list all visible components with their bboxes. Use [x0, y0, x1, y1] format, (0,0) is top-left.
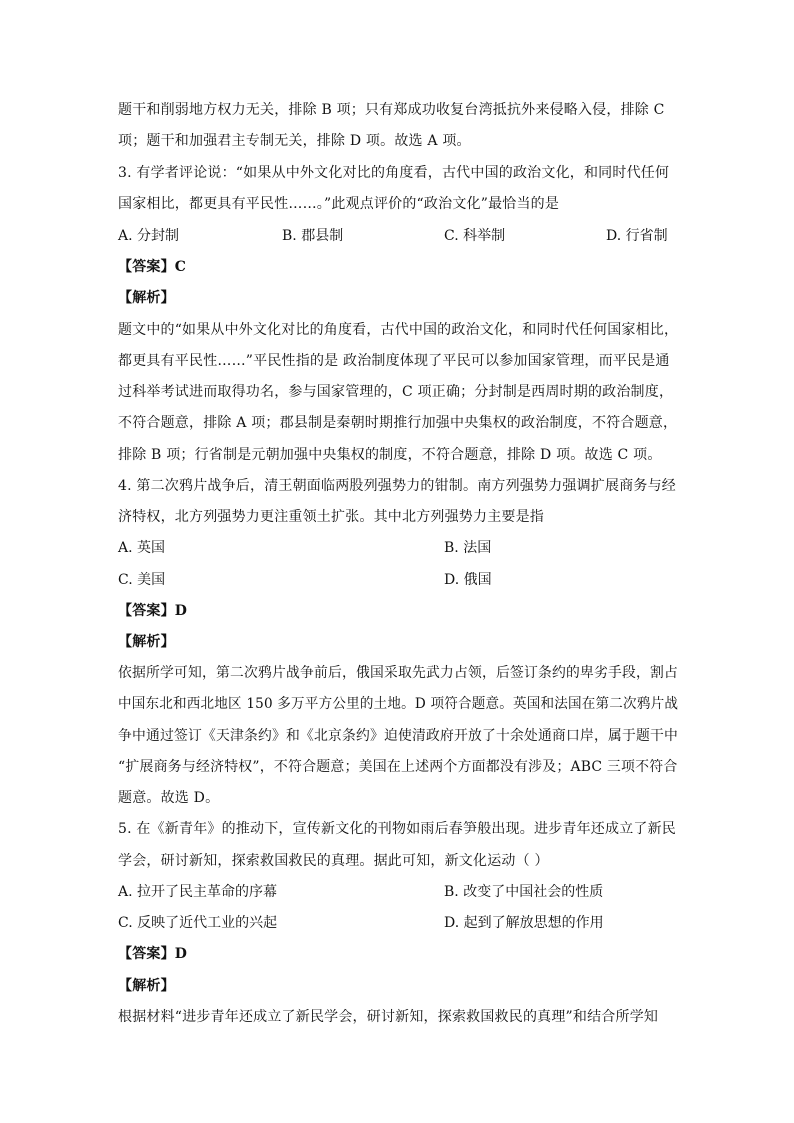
q3-answer: 【答案】C — [118, 259, 187, 275]
q5-analysis-line-1: 根据材料“进步青年还成立了新民学会，研讨新知，探索救国救民的真理”和结合所学知 — [118, 1009, 659, 1025]
q3-option-a: A. 分封制 — [118, 228, 180, 244]
q3-analysis-line-3: 过科举考试进而取得功名，参与国家管理的，C 项正确；分封制是西周时期的政治制度， — [118, 384, 674, 400]
q4-analysis-line-2: 中国东北和西北地区 150 多万平方公里的土地。D 项符合题意。英国和法国在第二次鸦片战 — [118, 696, 679, 712]
q5-answer: 【答案】D — [118, 946, 188, 962]
q4-answer: 【答案】D — [118, 603, 188, 619]
intro-line-2: 项；题干和加强君主专制无关，排除 D 项。故选 A 项。 — [118, 133, 471, 149]
q3-analysis-line-5: 排除 B 项；行省制是元朝加强中央集权的制度，不符合题意，排除 D 项。故选 C 项。 — [118, 447, 662, 463]
intro-line-1: 题干和削弱地方权力无关，排除 B 项；只有郑成功收复台湾抵抗外来侵略入侵，排除 C — [118, 102, 665, 118]
q4-option-b: B. 法国 — [444, 540, 492, 556]
q3-option-d: D. 行省制 — [606, 228, 668, 244]
q5-option-a: A. 拉开了民主革命的序幕 — [118, 884, 278, 900]
q3-stem-line-2: 国家相比，都更具有平民性……。”此观点评价的“政治文化”最恰当的是 — [118, 196, 560, 212]
q5-analysis-label: 【解析】 — [118, 978, 175, 994]
q3-analysis-line-1: 题文中的“如果从中外文化对比的角度看，古代中国的政治文化，和同时代任何国家相比， — [118, 322, 679, 338]
q4-analysis-line-1: 依据所学可知，第二次鸦片战争前后，俄国采取先武力占领，后签订条约的卑劣手段，割占 — [118, 665, 678, 681]
q4-analysis-line-5: 题意。故选 D。 — [118, 790, 220, 806]
q5-stem-line-2: 学会，研讨新知，探索救国救民的真理。据此可知，新文化运动（ ） — [118, 853, 549, 869]
q4-analysis-label: 【解析】 — [118, 634, 175, 650]
q3-analysis-line-2: 都更具有平民性……”平民性指的是 政治制度体现了平民可以参加国家管理，而平民是通 — [118, 353, 670, 369]
q4-stem-line-1: 4. 第二次鸦片战争后，清王朝面临两股列强势力的钳制。南方列强势力强调扩展商务与经 — [118, 478, 677, 494]
q4-option-c: C. 美国 — [118, 572, 166, 588]
q5-option-c: C. 反映了近代工业的兴起 — [118, 915, 278, 931]
q3-analysis-label: 【解析】 — [118, 290, 175, 306]
q3-option-c: C. 科举制 — [444, 228, 506, 244]
q5-option-d: D. 起到了解放思想的作用 — [444, 915, 604, 931]
q3-stem-line-1: 3. 有学者评论说：“如果从中外文化对比的角度看，古代中国的政治文化，和同时代任何 — [118, 165, 670, 181]
q3-analysis-line-4: 不符合题意，排除 A 项；郡县制是秦朝时期推行加强中央集权的政治制度，不符合题意， — [118, 415, 678, 431]
q3-option-b: B. 郡县制 — [282, 228, 344, 244]
q4-option-a: A. 英国 — [118, 540, 166, 556]
q4-analysis-line-3: 争中通过签订《天津条约》和《北京条约》迫使清政府开放了十余处通商口岸，属于题干中 — [118, 728, 678, 744]
q4-analysis-line-4: “扩展商务与经济特权”，不符合题意；美国在上述两个方面都没有涉及；ABC 三项不符合 — [118, 759, 678, 775]
q4-option-d: D. 俄国 — [444, 572, 492, 588]
q4-stem-line-2: 济特权，北方列强势力更注重领土扩张。其中北方列强势力主要是指 — [118, 509, 544, 525]
q5-option-b: B. 改变了中国社会的性质 — [444, 884, 604, 900]
q5-stem-line-1: 5. 在《新青年》的推动下，宣传新文化的刊物如雨后春笋般出现。进步青年还成立了新民 — [118, 821, 677, 837]
